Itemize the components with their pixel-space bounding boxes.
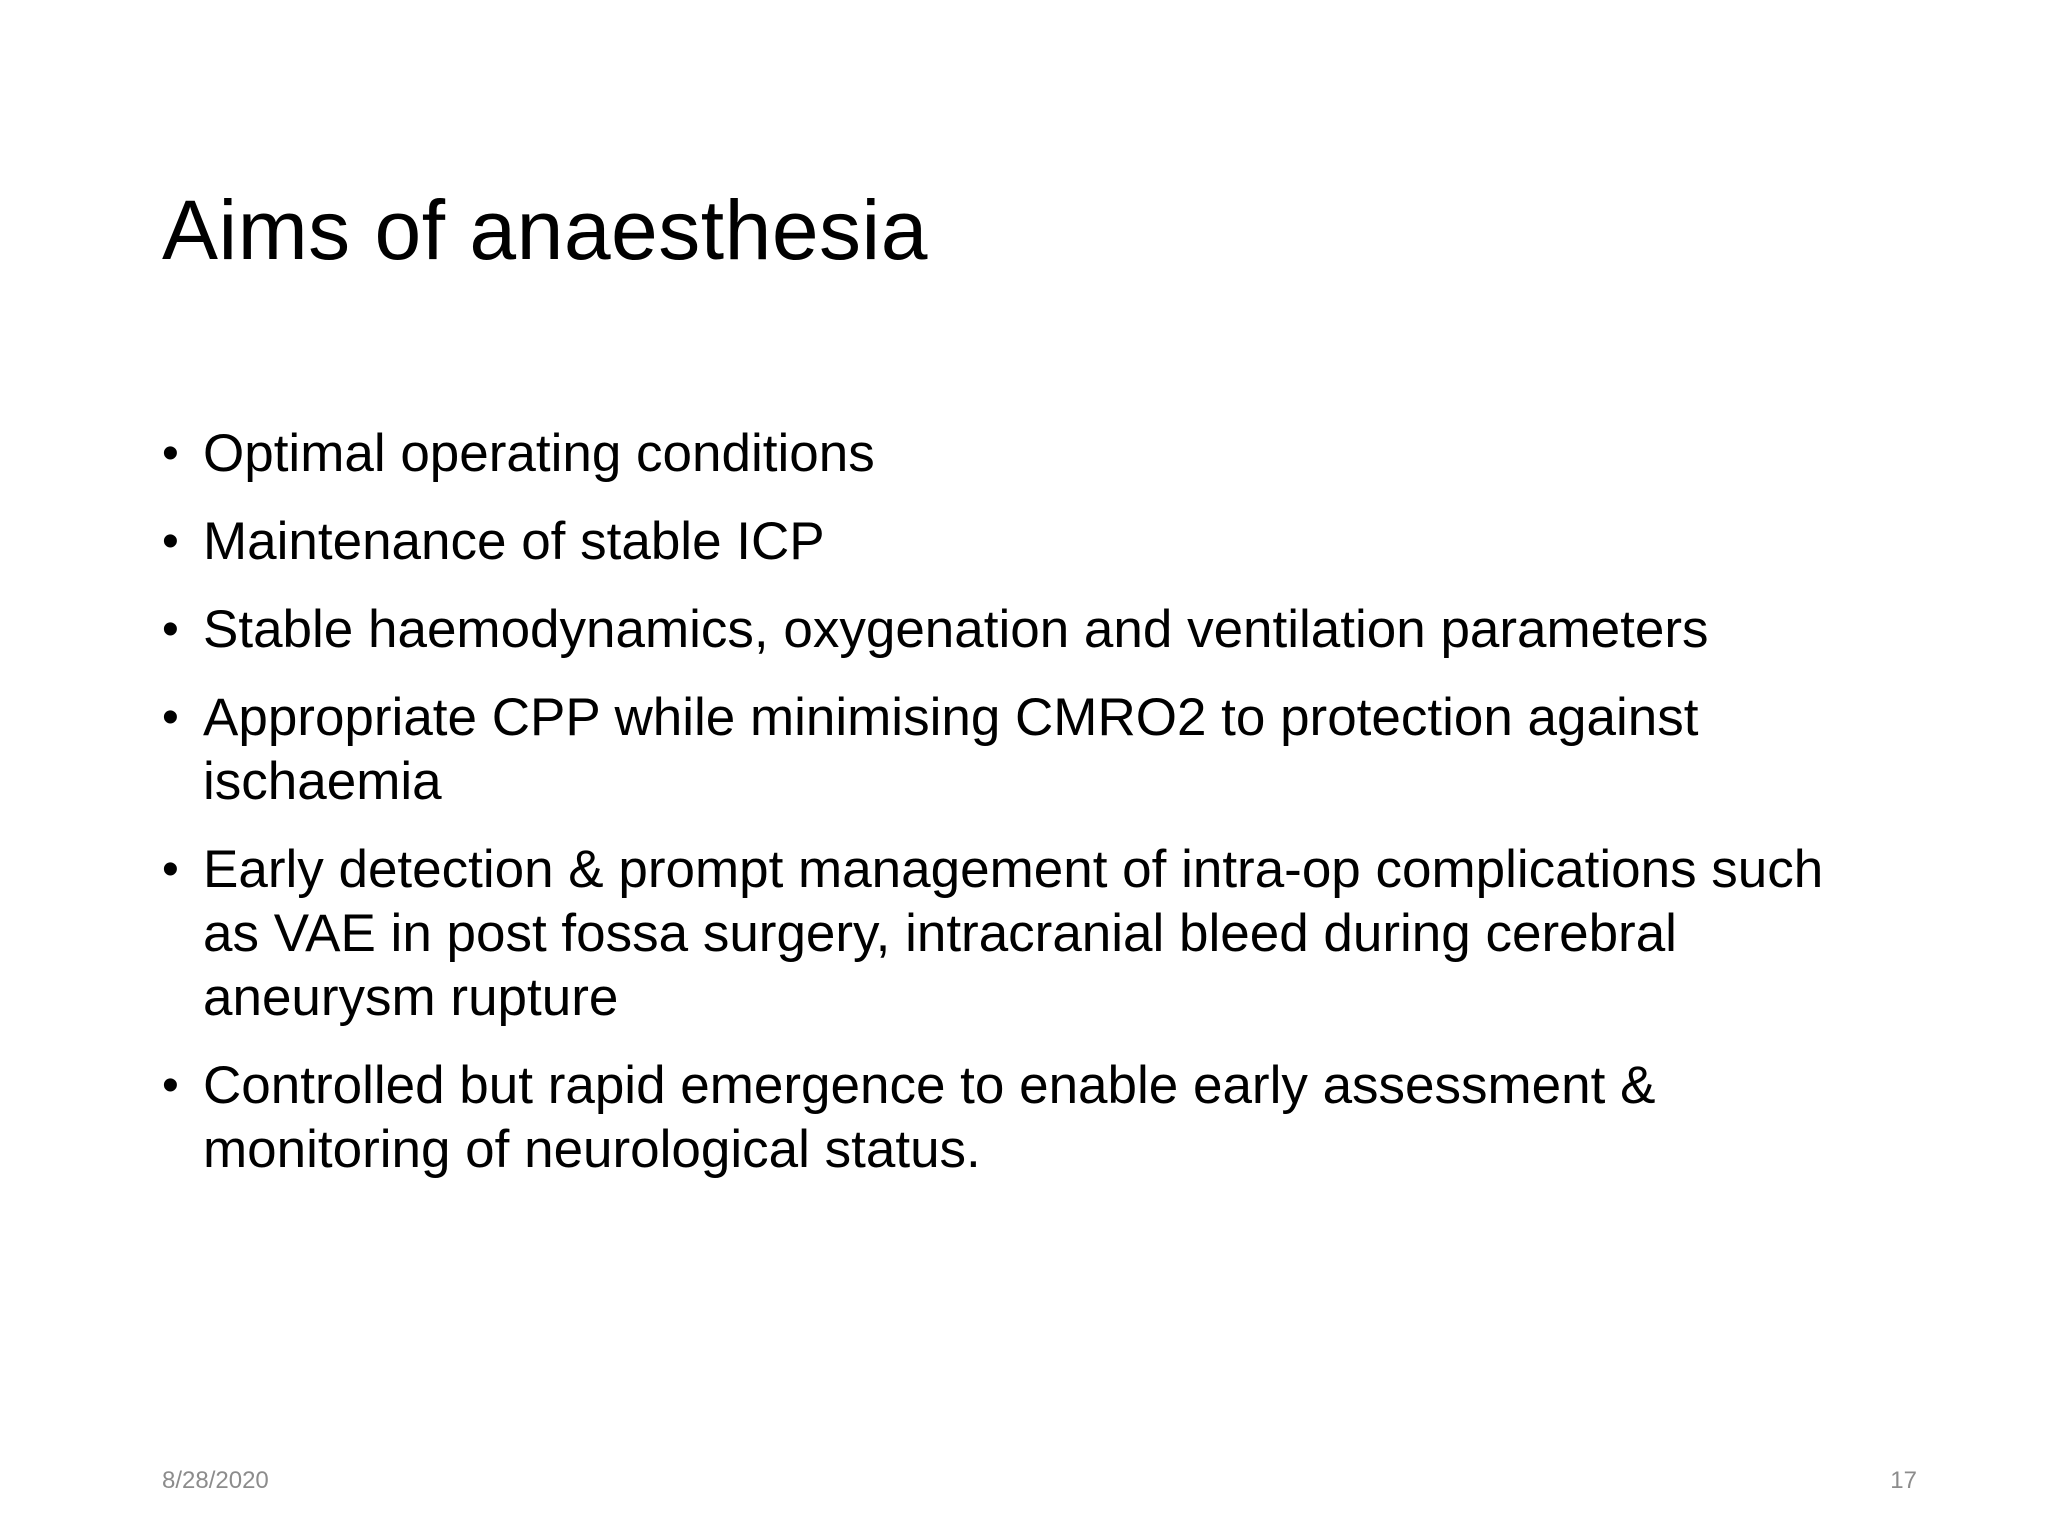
bullet-item [162,422,1882,486]
bullet-item [162,1054,1882,1182]
bullet-text: Controlled but rapid emergence to enable early assessment & monitoring of neurological status. [203,1056,1656,1179]
bullet-marker: • [162,691,179,744]
slide-number: 17 [1890,1467,1917,1494]
bullet-item [162,510,1882,574]
bullet-item [162,686,1882,814]
bullet-marker: • [162,515,179,568]
bullet-marker: • [162,843,179,896]
bullet-item [162,598,1882,662]
bullet-text: Early detection & prompt management of intra-op complications such as VAE in post fossa surgery, intracranial bleed during cerebral aneurysm rupture [203,840,1824,1027]
slide-title: Aims of anaesthesia [162,183,928,277]
bullet-marker: • [162,1059,179,1112]
bullet-marker: • [162,427,179,480]
bullet-text: Appropriate CPP while minimising CMRO2 to protection against ischaemia [203,688,1699,811]
footer-date: 8/28/2020 [162,1467,269,1494]
bullet-text: Optimal operating conditions [203,424,875,483]
bullet-list [162,422,1882,1206]
bullet-text: Stable haemodynamics, oxygenation and ventilation parameters [203,600,1709,659]
bullet-item [162,838,1882,1030]
bullet-marker: • [162,603,179,656]
bullet-text: Maintenance of stable ICP [203,512,825,571]
